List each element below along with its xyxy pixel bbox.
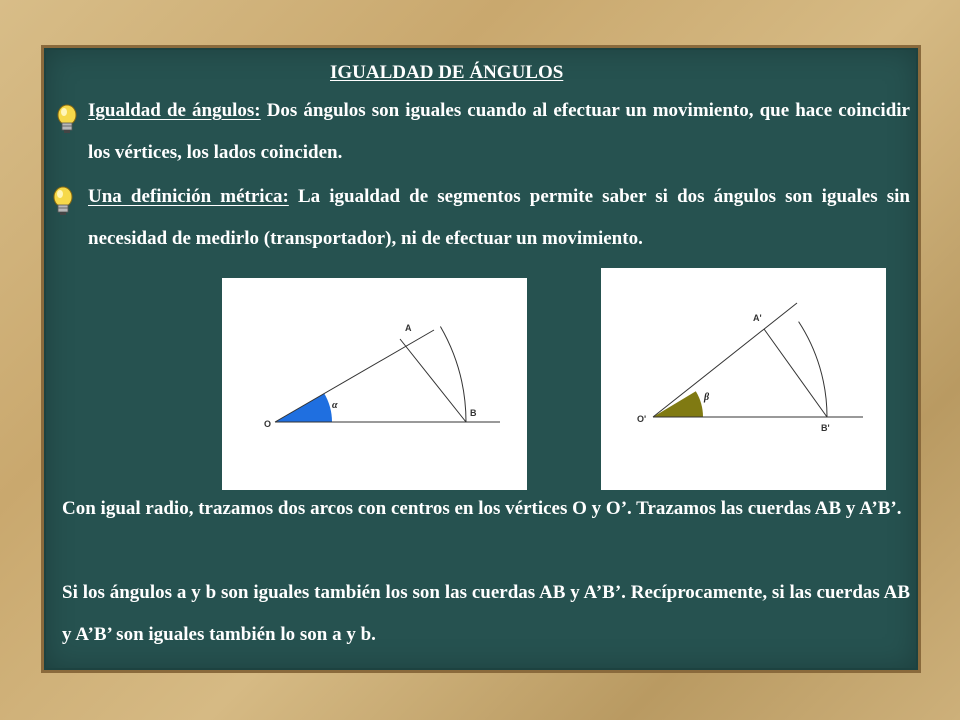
angle-beta-sector [653,391,703,417]
paragraph-conclusion: Si los ángulos a y b son iguales también los son las cuerdas AB y A’B’. Recíprocamente, si las cuerdas AB y A’B’ son iguales también lo son a y b. [62,582,910,645]
angle-figure-2 [601,268,886,490]
page-title: IGUALDAD DE ÁNGULOS [330,62,564,83]
paragraph-arcs: Con igual radio, trazamos dos arcos con centros en los vértices O y O’. Trazamos las cuerdas AB y A’B’. [62,498,902,519]
label-b: B [470,408,477,418]
angle-diagram-2 [601,268,886,490]
label-beta: β [704,392,710,403]
label-o-prime: O' [637,414,647,424]
bullet-paragraph-2 [88,176,910,260]
bullet-1-text: Dos ángulos son iguales cuando al efectuar un movimiento, que hace coincidir los vértices, los lados coinciden. [88,100,910,163]
arc-ab-prime [799,322,827,417]
lightbulb-icon [56,104,78,134]
bullet-2-text: La igualdad de segmentos permite saber si dos ángulos son iguales sin necesidad de medirlo (transportador), ni de efectuar un movimiento. [88,186,910,249]
angle-alpha-sector [275,393,332,422]
label-a: A [405,323,412,333]
arc-ab [440,327,466,423]
side-oa-prime [653,303,797,417]
bullet-1-term: Igualdad de ángulos: [88,100,261,121]
label-o: O [264,419,272,429]
chord-ab [400,339,466,422]
label-a-prime: A' [753,313,762,323]
bullet-2-term: Una definición métrica: [88,186,289,207]
label-alpha: α [332,400,338,411]
side-oa [275,330,434,422]
angle-figure-1 [222,278,527,490]
label-b-prime: B' [821,423,830,433]
bullet-paragraph-1 [88,90,910,174]
angle-diagram-1 [222,278,527,490]
lightbulb-icon [52,186,74,216]
chord-ab-prime [764,329,827,417]
